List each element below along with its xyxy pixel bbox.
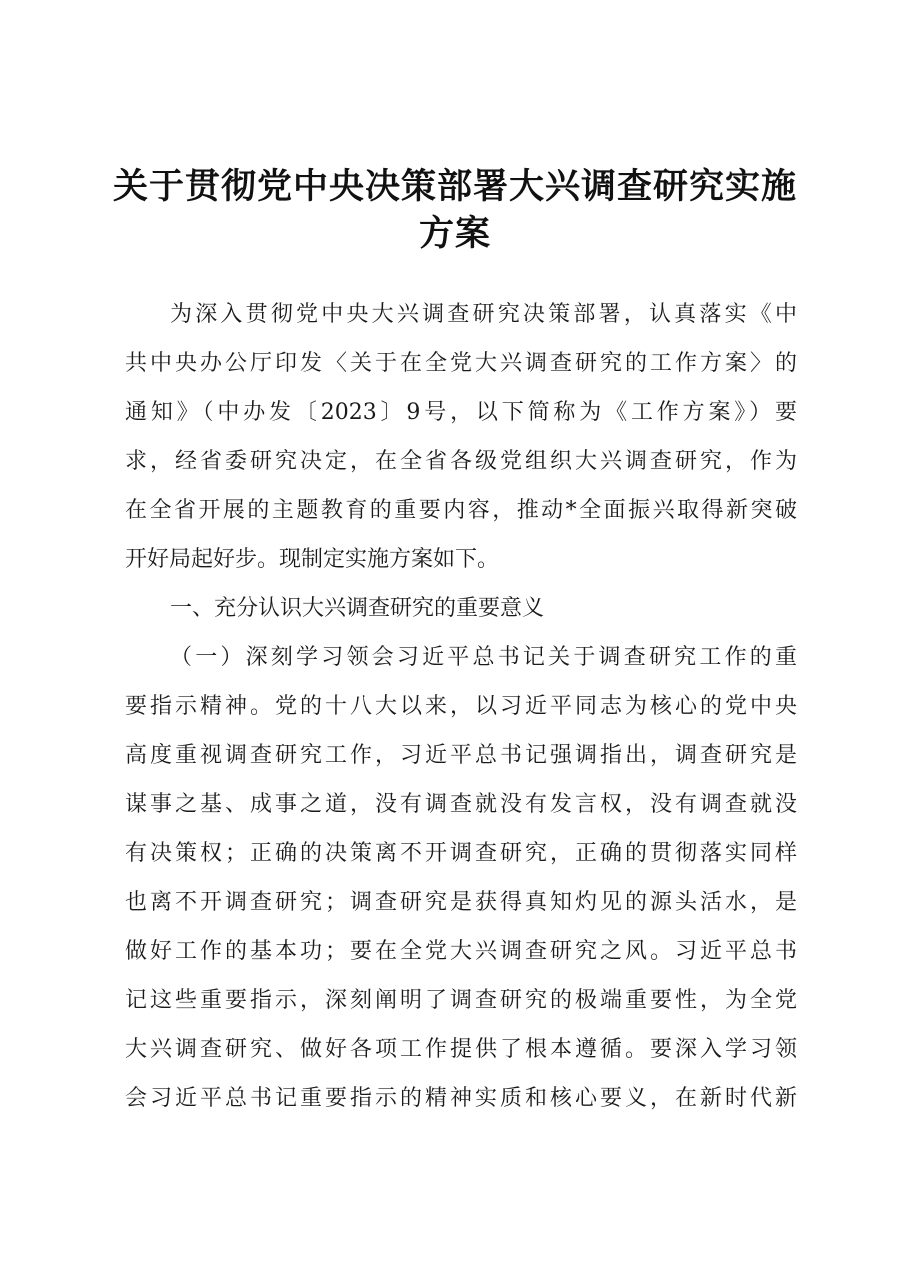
subsection-paragraph-line-1: （一）深刻学习领会习近平总书记关于调查研究工作的重 — [170, 645, 797, 670]
subsection-paragraph-line-8: 记这些重要指示，深刻阐明了调查研究的极端重要性，为全党 — [125, 988, 797, 1013]
intro-paragraph-line-6: 开好局起好步。现制定实施方案如下。 — [125, 547, 500, 572]
intro-paragraph-line-3: 通知》（中办发〔2023〕9号，以下简称为《工作方案》）要 — [125, 400, 797, 425]
subsection-paragraph-line-10: 会习近平总书记重要指示的精神实质和核心要义，在新时代新 — [125, 1086, 797, 1111]
intro-paragraph-line-1: 为深入贯彻党中央大兴调查研究决策部署，认真落实《中 — [170, 302, 797, 327]
subsection-paragraph-line-4: 谋事之基、成事之道，没有调查就没有发言权，没有调查就没 — [125, 792, 797, 817]
subsection-paragraph-line-7: 做好工作的基本功；要在全党大兴调查研究之风。习近平总书 — [125, 939, 797, 964]
subsection-paragraph-line-6: 也离不开调查研究；调查研究是获得真知灼见的源头活水，是 — [125, 890, 797, 915]
subsection-paragraph-line-2: 要指示精神。党的十八大以来，以习近平同志为核心的党中央 — [125, 694, 797, 719]
section-heading-1: 一、充分认识大兴调查研究的重要意义 — [170, 596, 545, 621]
document-title-line-2: 方案 — [418, 213, 491, 254]
document-title-line-1: 关于贯彻党中央决策部署大兴调查研究实施 — [112, 166, 797, 207]
subsection-paragraph-line-3: 高度重视调查研究工作，习近平总书记强调指出，调查研究是 — [125, 743, 797, 768]
subsection-paragraph-line-9: 大兴调查研究、做好各项工作提供了根本遵循。要深入学习领 — [125, 1037, 797, 1062]
subsection-paragraph-line-5: 有决策权；正确的决策离不开调查研究，正确的贯彻落实同样 — [125, 841, 797, 866]
intro-paragraph-line-2: 共中央办公厅印发〈关于在全党大兴调查研究的工作方案〉的 — [125, 351, 797, 376]
intro-paragraph-line-5: 在全省开展的主题教育的重要内容，推动*全面振兴取得新突破 — [125, 498, 797, 523]
intro-paragraph-line-4: 求，经省委研究决定，在全省各级党组织大兴调查研究，作为 — [125, 449, 797, 474]
